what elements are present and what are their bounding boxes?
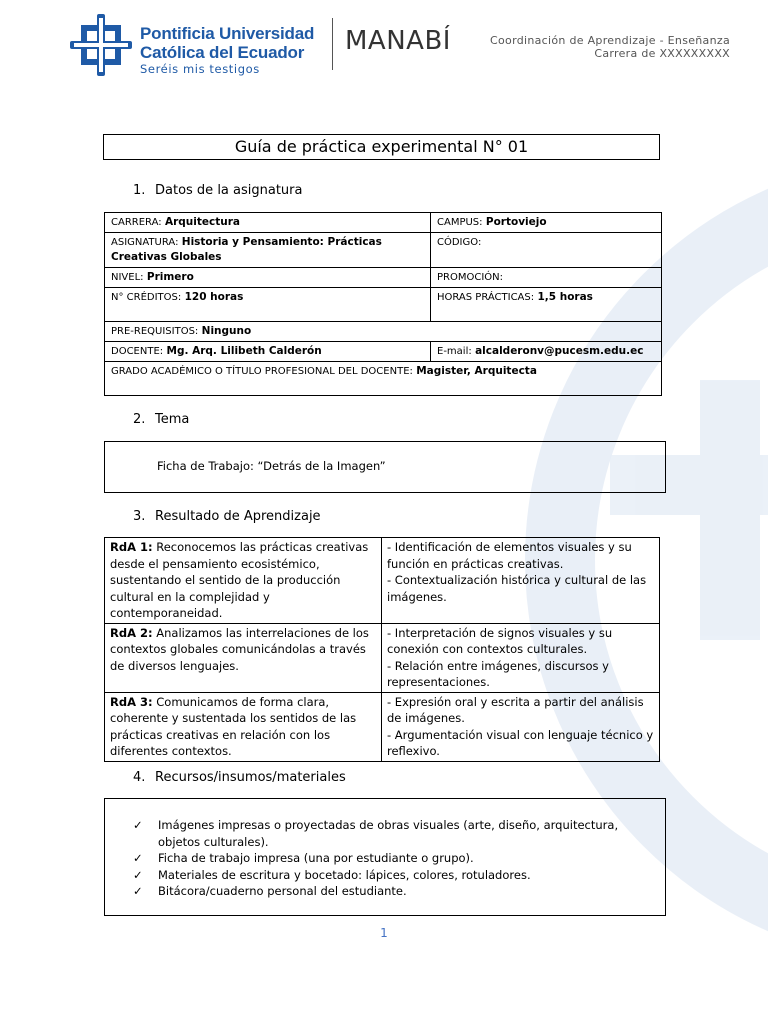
rda-text: Reconocemos las prácticas creativas desde el pensamiento ecosistémico, sustentando el sentido de la producción cultural en la complejidad y contemporaneidad. [110,540,369,620]
nivel-label: NIVEL: [111,272,144,283]
nivel-value: Primero [146,271,194,283]
grado-cell [105,362,662,396]
coordination-label: Coordinación de Aprendizaje - Enseñanza [490,34,730,47]
checkmark-icon: ✓ [133,818,143,832]
resource-item [133,883,653,900]
section-number: 4. [133,770,146,785]
rda-indicator: - Contextualización histórica y cultural de las imágenes. [387,573,647,604]
asignatura-cell [105,233,431,268]
promocion-cell [431,268,662,288]
prereq-cell [105,322,662,342]
nivel-cell [105,268,431,288]
campus-name: MANABÍ [345,26,451,56]
rda-outcome-cell [105,692,382,761]
section-title: Resultado de Aprendizaje [155,509,321,524]
carrera-label: CARRERA: [111,217,162,228]
campus-value: Portoviejo [485,216,547,228]
section-number: 1. [133,183,146,198]
prereq-label: PRE-REQUISITOS: [111,326,199,337]
creditos-value: 120 horas [184,291,244,303]
horas-cell [431,288,662,322]
rda-text: Analizamos las interrelaciones de los contextos globales comunicándolas a través de diversos lenguajes. [110,625,369,673]
horas-value: 1,5 horas [537,291,593,303]
rda-indicators-cell [382,692,660,761]
rda-label: RdA 3: [110,694,153,709]
university-motto: Seréis mis testigos [140,62,260,76]
asignatura-value: Historia y Pensamiento: Prácticas Creativas Globales [111,236,382,263]
codigo-label: CÓDIGO: [437,237,482,248]
rda-outcome-cell [105,623,382,692]
subject-data-table [104,212,662,396]
rda-row [105,623,660,692]
codigo-cell [431,233,662,268]
section-heading-tema [133,412,189,427]
promocion-label: PROMOCIÓN: [437,272,504,283]
docente-label: DOCENTE: [111,346,164,357]
learning-outcomes-table [104,537,660,762]
header-divider [332,18,333,70]
section-number: 3. [133,509,146,524]
rda-indicator: - Interpretación de signos visuales y su conexión con contextos culturales. [387,625,613,656]
creditos-label: N° CRÉDITOS: [111,292,182,303]
rda-row [105,692,660,761]
section-heading-recursos [133,770,346,785]
resource-item [133,867,653,884]
rda-indicator: - Identificación de elementos visuales y su función en prácticas creativas. [387,540,632,571]
rda-indicators-cell [382,538,660,624]
resource-text: Imágenes impresas o proyectadas de obras visuales (arte, diseño, arquitectura, objetos culturales). [158,818,619,849]
rda-outcome-cell [105,538,382,624]
rda-indicator: - Argumentación visual con lenguaje técnico y reflexivo. [387,727,654,758]
carrera-cell [105,213,431,233]
resources-list [133,817,653,900]
rda-indicators-cell [382,623,660,692]
section-heading-resultado [133,509,321,524]
email-value: alcalderonv@pucesm.edu.ec [475,345,644,357]
asignatura-label: ASIGNATURA: [111,237,179,248]
rda-indicator: - Relación entre imágenes, discursos y representaciones. [387,658,609,689]
tema-box [104,441,666,493]
grado-label: GRADO ACADÉMICO O TÍTULO PROFESIONAL DEL DOCENTE: [111,366,413,377]
horas-label: HORAS PRÁCTICAS: [437,292,535,303]
university-name-line2: Católica del Ecuador [140,43,305,62]
tema-text: Ficha de Trabajo: “Detrás de la Imagen” [157,459,386,473]
checkmark-icon: ✓ [133,851,143,865]
resource-item [133,817,653,850]
section-heading-datos [133,183,302,198]
university-name-line1: Pontificia Universidad [140,24,315,43]
checkmark-icon: ✓ [133,884,143,898]
section-title: Datos de la asignatura [155,183,303,198]
prereq-value: Ninguno [201,325,252,337]
campus-label: CAMPUS: [437,217,483,228]
section-title: Recursos/insumos/materiales [155,770,346,785]
section-title: Tema [155,412,190,427]
resource-text: Ficha de trabajo impresa (una por estudiante o grupo). [158,851,474,865]
docente-value: Mg. Arq. Lilibeth Calderón [166,345,322,357]
email-cell [431,342,662,362]
rda-label: RdA 2: [110,625,153,640]
rda-indicator: - Expresión oral y escrita a partir del análisis de imágenes. [387,694,644,725]
page-number: 1 [380,926,388,940]
rda-text: Comunicamos de forma clara, coherente y sustentada los sentidos de las prácticas creativas en relación con los diferentes contextos. [110,694,357,758]
resource-text: Materiales de escritura y bocetado: lápices, colores, rotuladores. [158,867,531,882]
resource-text: Bitácora/cuaderno personal del estudiante. [158,884,407,898]
docente-cell [105,342,431,362]
creditos-cell [105,288,431,322]
resources-box [104,798,666,916]
university-emblem-logo [68,12,134,78]
section-number: 2. [133,412,146,427]
career-label: Carrera de XXXXXXXXX [594,47,730,60]
carrera-value: Arquitectura [164,216,240,228]
grado-value: Magister, Arquitecta [416,365,537,377]
campus-cell [431,213,662,233]
rda-label: RdA 1: [110,540,153,554]
resource-item [133,850,653,867]
email-label: E-mail: [437,346,472,357]
checkmark-icon: ✓ [133,867,143,882]
rda-row [105,538,660,624]
document-title: Guía de práctica experimental N° 01 [103,134,660,160]
